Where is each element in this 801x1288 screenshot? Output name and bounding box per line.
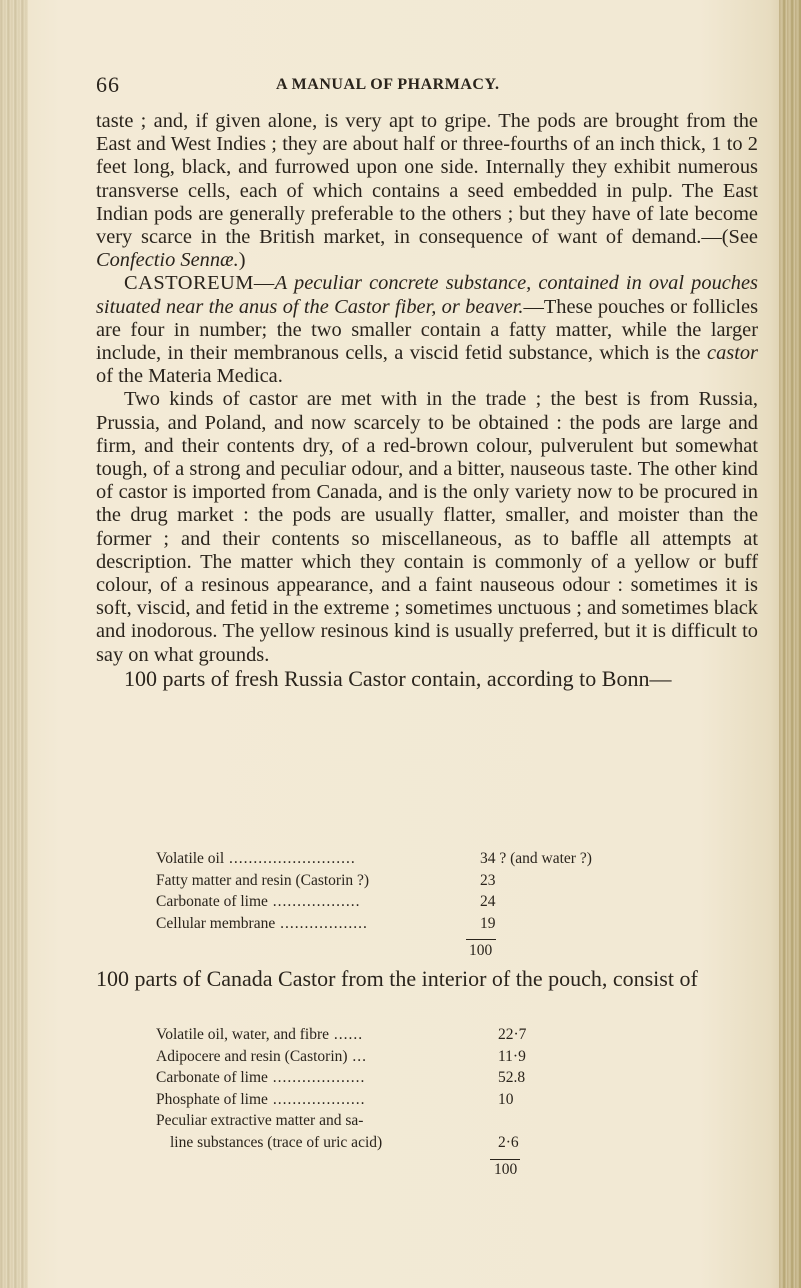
table-row: [156, 1110, 716, 1132]
cross-reference: Confectio Sennæ.: [96, 249, 239, 272]
row-label: Peculiar extractive matter and sa-: [156, 1112, 364, 1129]
table-row: [156, 870, 716, 892]
russia-analysis-intro: 100 parts of fresh Russia Castor contain, according to Bonn—: [124, 665, 672, 691]
row-value: 2·6: [498, 1133, 519, 1151]
page-number: 66: [96, 72, 120, 97]
row-value: 23: [480, 871, 496, 889]
leader-dots: ...................: [267, 1069, 366, 1086]
canada-analysis-intro: 100 parts of Canada Castor from the interior of the pouch, consist of: [96, 966, 698, 991]
canada-total: 100: [494, 1161, 518, 1178]
paragraph-senna-line: transverse cells, each of which contains a seed embedded in: [96, 179, 623, 202]
page-gutter-edge: [0, 0, 28, 1288]
paragraph-senna-line: furrowed upon one side. Internally they exhibit numerous: [274, 156, 758, 179]
paragraph-senna-line: others ; but they have of late become very scarce in the British: [96, 202, 758, 249]
table-row: [156, 1067, 716, 1089]
russia-total: 100: [469, 942, 493, 959]
leader-dots: ...: [347, 1047, 368, 1065]
table-row: [156, 891, 716, 913]
castor-term: castor: [707, 342, 758, 365]
leader-dots: ..........................: [224, 850, 356, 867]
paragraph-senna: [96, 110, 758, 272]
russia-total-rule: [466, 939, 496, 940]
table-row: [156, 1132, 716, 1154]
body-text: [96, 110, 758, 691]
leader-dots: ..................: [267, 893, 361, 910]
leader-dots: ..................: [275, 914, 368, 932]
paragraph-senna-line: taste ; and, if given alone, is very apt to gripe. The pods are: [96, 110, 609, 132]
table-row: [156, 1024, 716, 1046]
running-title: A MANUAL OF PHARMACY.: [276, 76, 500, 93]
row-label: Phosphate of lime: [156, 1090, 268, 1108]
row-value: 52.8: [498, 1069, 526, 1086]
paragraph-castor-kinds: Two kinds of castor are met with in the trade ; the best is from Russia, Prussia, and Poland, and now scarcely to be obtained : the pods are large and firm, and their contents dry, of a red-brown colour, pulverulent but somewhat tough, of a strong and peculiar odour, and a bitter, nauseous taste. The other kind of castor is imported from Canada, and is the only variety now to be procured in the drug market : the pods are usually flatter, smaller, and moister than the former ; and their contents so miscellaneous, as to baffle all attempts at description. The matter which they contain is commonly of a yellow or buff colour, of a resinous appearance, and a faint nauseous odour : sometimes it is soft, viscid, and fetid in the extreme ; sometimes unctuous ; and sometimes black and inodorous. The yellow resinous kind is usually preferred, but it is difficult to say on what grounds.: [96, 388, 758, 666]
table-row: [156, 1046, 716, 1068]
paragraph-senna-line: three-fourths of an inch thick, 1 to 2 feet long, black, and: [96, 133, 758, 179]
canada-total-rule: [490, 1159, 520, 1160]
page-header: [96, 72, 756, 102]
row-label: Carbonate of lime: [156, 1069, 268, 1086]
canada-castor-table: [156, 1024, 716, 1153]
row-value: 24: [480, 893, 496, 910]
leader-dots: ......: [328, 1026, 364, 1043]
paragraph-senna-line: brought from the East and West Indies ; they are about half or: [96, 110, 758, 156]
leader-dots: ...................: [267, 1090, 366, 1108]
row-label: Adipocere and resin (Castorin): [156, 1047, 348, 1065]
cross-reference-close: ): [238, 249, 246, 272]
row-value: 34 ? (and water ?): [480, 850, 592, 867]
table-row: [156, 913, 716, 935]
paragraph-senna-line: pulp. The East Indian pods are generally preferable to the: [96, 179, 758, 225]
entry-text: —These pouches or follicles are four in number; the two smaller contain a fatty matter, while the larger include, in their membranous cells, a viscid fetid substance, which is the: [96, 295, 759, 365]
row-label: Volatile oil, water, and fibre: [156, 1026, 329, 1043]
row-label: Carbonate of lime: [156, 893, 268, 910]
row-label: Volatile oil: [156, 850, 225, 867]
row-value: 11·9: [498, 1047, 526, 1065]
page-fore-edge: [779, 0, 801, 1288]
row-value: 19: [480, 914, 496, 932]
entry-term: CASTOREUM—: [124, 272, 275, 295]
entry-text-end: of the Materia Medica.: [96, 365, 283, 388]
paragraph-castoreum-definition: [96, 272, 758, 388]
row-label: line substances (trace of uric acid): [170, 1133, 383, 1151]
row-label: Cellular membrane: [156, 914, 276, 932]
paragraph-senna-line: market, in consequence of want of demand.—(See: [323, 226, 758, 249]
row-value: 22·7: [498, 1026, 527, 1043]
entry-definition: A peculiar concrete substance, contained in oval pouches situated near the anus of the Castor fiber, or beaver.: [96, 272, 758, 318]
table-row: [156, 848, 716, 870]
row-value: 10: [498, 1090, 514, 1108]
table-row: [156, 1089, 716, 1111]
russia-castor-table: [156, 848, 716, 934]
row-label: Fatty matter and resin (Castorin ?): [156, 871, 370, 889]
